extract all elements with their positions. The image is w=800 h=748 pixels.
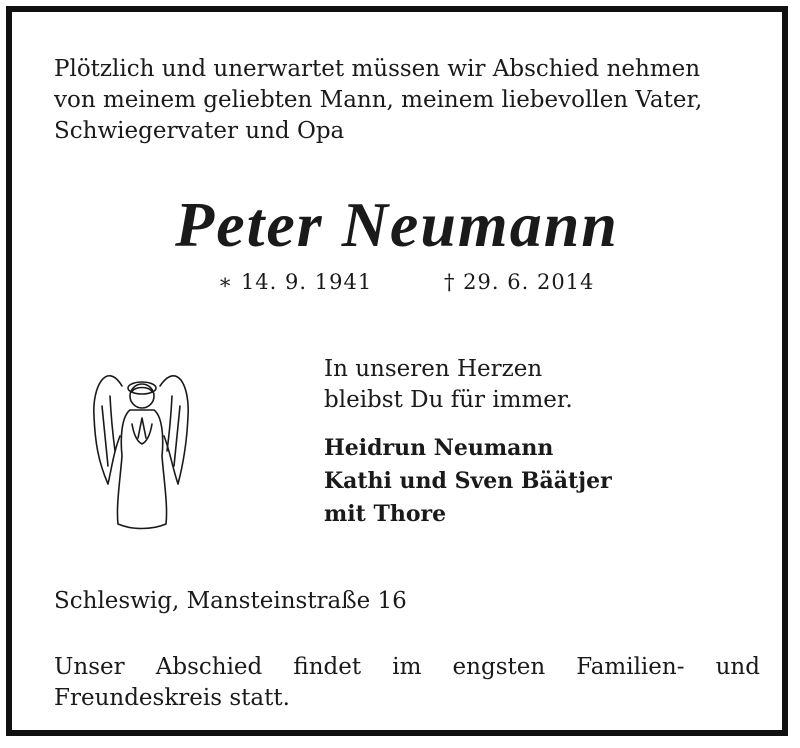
closing-word: Familien- <box>576 654 685 680</box>
verse-text <box>324 354 573 416</box>
closing-text <box>54 652 760 714</box>
obituary-notice <box>6 6 788 736</box>
mourner: mit Thore <box>324 501 447 527</box>
verse-line: bleibst Du für immer. <box>324 387 573 413</box>
intro-line: Plötzlich und unerwartet müssen wir Abschied nehmen <box>54 56 701 82</box>
verse-line: In unseren Herzen <box>324 356 543 382</box>
intro-line: Schwiegervater und Opa <box>54 118 345 144</box>
angel-icon <box>82 356 202 536</box>
intro-line: von meinem geliebten Mann, meinem liebevollen Vater, <box>54 87 703 113</box>
death-date: † 29. 6. 2014 <box>444 270 595 294</box>
closing-line <box>54 652 760 683</box>
birth-date: ∗ 14. 9. 1941 <box>218 270 373 294</box>
mourner: Heidrun Neumann <box>324 435 554 461</box>
closing-word: engsten <box>452 654 546 680</box>
address: Schleswig, Mansteinstraße 16 <box>54 588 407 614</box>
intro-text <box>54 54 760 147</box>
closing-line: Freundeskreis statt. <box>54 685 290 711</box>
closing-word: im <box>392 654 422 680</box>
closing-word: Unser <box>54 654 125 680</box>
mourner: Kathi und Sven Bäätjer <box>324 468 612 494</box>
mourners-list <box>324 432 612 531</box>
closing-word: Abschied <box>155 654 263 680</box>
closing-word: und <box>715 654 760 680</box>
deceased-name: Peter Neumann <box>175 189 619 260</box>
closing-word: findet <box>293 654 362 680</box>
